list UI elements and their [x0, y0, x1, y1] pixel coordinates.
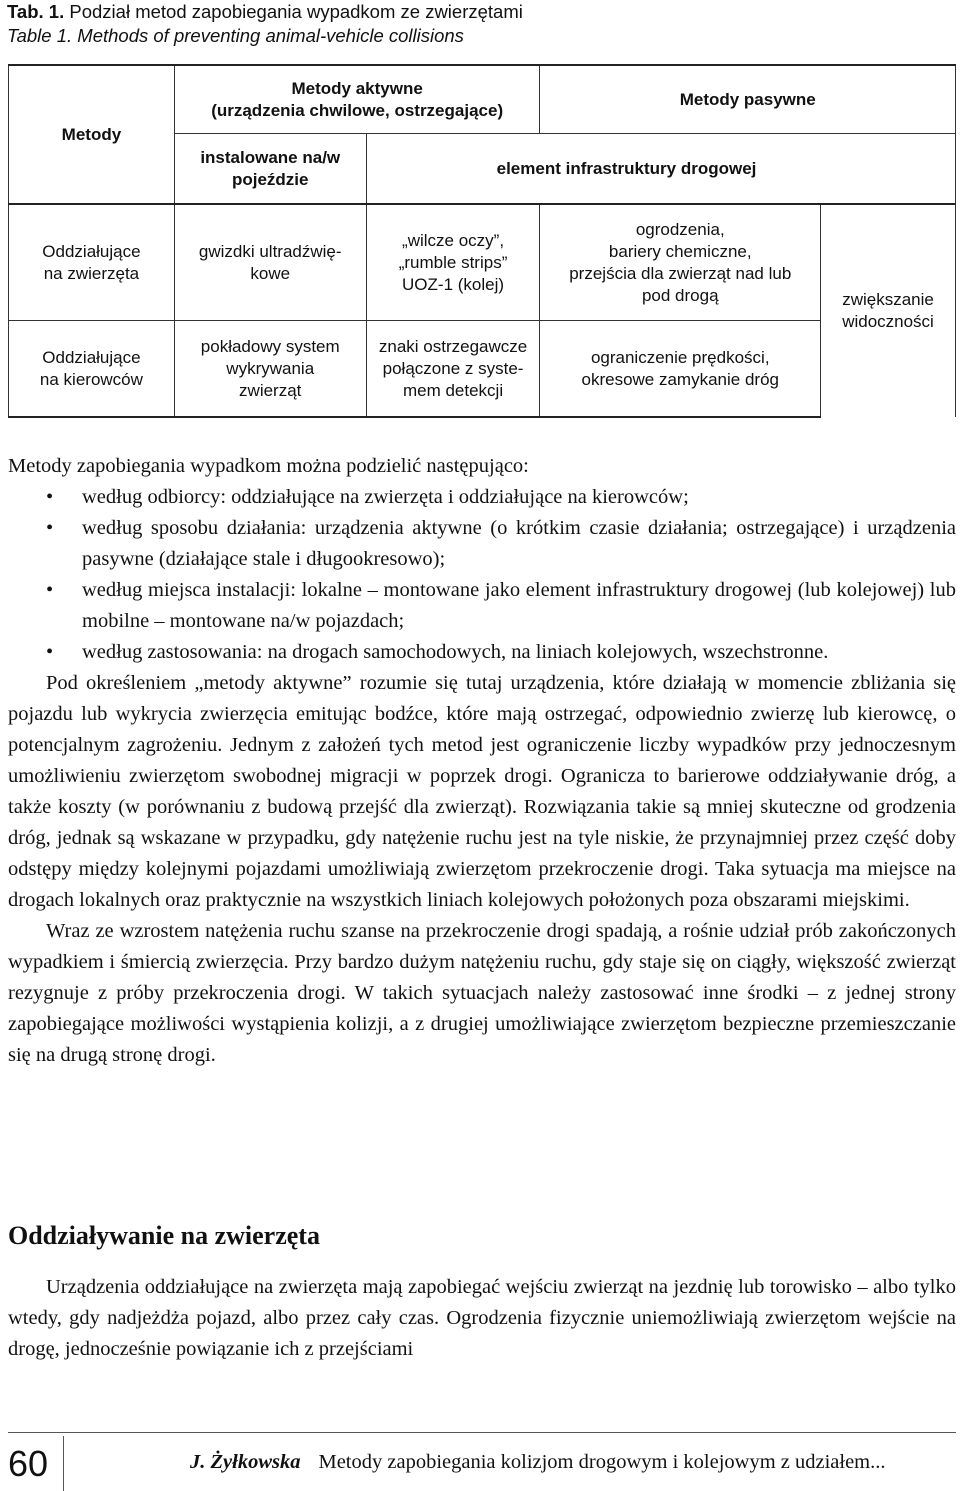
cell-drivers-infra: znaki ostrzegawcze połączone z syste- mem detekcji [366, 321, 540, 418]
table-title-pl: Podział metod zapobiegania wypadkom ze zwierzętami [69, 1, 523, 22]
cell-animals-infra: „wilcze oczy”, „rumble strips” UOZ-1 (kolej) [366, 204, 540, 321]
paragraph-active-methods: Pod określeniem „metody aktywne” rozumie się tutaj urządzenia, które działają w momencie zbliżania się pojazdu lub wykrycia zwierzęcia emitując bodźce, które mają ostrzegać, odpowiednio zwierzę lub kierowcę, o potencjalnym zagrożeniu. Jednym z założeń tych metod jest ograniczenie liczby wypadków przy jednoczesnym umożliwieniu zwierzętom swobodnej migracji w poprzek drogi. Ogranicza to barierowe oddziaływanie dróg, a także koszty (w porównaniu z budową przejść dla zwierząt). Rozwiązania takie są mniej skuteczne od grodzenia dróg, jednak są wskazane w przypadku, gdy natężenie ruchu jest na tyle niskie, że przynajmniej przez część doby odstępy między kolejnymi pojazdami umożliwiają zwierzętom przekroczenie drogi. Taka sytuacja ma miejsce na drogach lokalnych oraz praktycznie na wszystkich liniach kolejowych położonych poza obszarami miejskimi. [8, 672, 956, 911]
cell-drivers-passive: ograniczenie prędkości, okresowe zamykanie dróg [540, 321, 821, 418]
footer-separator [63, 1436, 64, 1491]
paragraph-traffic-volume: Wraz ze wzrostem natężenia ruchu szanse na przekroczenie drogi spadają, a rośnie udział prób zakończonych wypadkiem i śmiercią zwierzęcia. Przy bardzo dużym natężeniu ruchu, gdy staje się on ciągły, większość zwierząt rezygnuje z próby przekroczenia drogi. W takich sytuacjach należy zastosować inne środki – z jednej strony zapobiegające możliwości wystąpienia kolizji, a z drugiej umożliwiające zwierzętom bezpieczne przemieszczanie się na drugą stronę drogi. [8, 920, 956, 1066]
table-caption [7, 0, 523, 48]
cell-drivers-vehicle: pokładowy system wykrywania zwierząt [174, 321, 366, 418]
methods-table [8, 64, 956, 418]
footer-running-title: Metody zapobiegania kolizjom drogowym i kolejowym z udziałem... [318, 1451, 886, 1473]
classification-list [8, 482, 956, 668]
section-title: Oddziaływanie na zwierzęta [8, 1221, 320, 1250]
section-text [8, 1272, 956, 1365]
main-text [8, 451, 956, 1071]
header-active: Metody aktywne (urządzenia chwilowe, ostrzegające) [174, 65, 540, 134]
row-label-drivers: Oddziałujące na kierowców [9, 321, 175, 418]
list-item: • według odbiorcy: oddziałujące na zwierzęta i oddziałujące na kierowców; [8, 482, 956, 513]
list-intro: Metody zapobiegania wypadkom można podzielić następująco: [8, 455, 529, 477]
paragraph-animal-devices: Urządzenia oddziałujące na zwierzęta mają zapobiegać wejściu zwierząt na jezdnię lub torowisko – albo tylko wtedy, gdy nadjeżdża pojazd, albo przez cały czas. Ogrodzenia fizycznie uniemożliwiają zwierzętom wejście na drogę, jednocześnie powiązanie ich z przejściami [8, 1276, 956, 1360]
cell-animals-vehicle: gwizdki ultradźwię- kowe [174, 204, 366, 321]
header-infrastructure: element infrastruktury drogowej [366, 134, 955, 205]
running-header [190, 1449, 886, 1475]
table-title-en: Table 1. Methods of preventing animal-vehicle collisions [7, 25, 464, 46]
table-label: Tab. 1. [7, 1, 65, 22]
cell-visibility: zwiększanie widoczności [821, 204, 956, 417]
list-item: • według zastosowania: na drogach samochodowych, na liniach kolejowych, wszechstronne. [8, 637, 956, 668]
list-item: • według miejsca instalacji: lokalne – montowane jako element infrastruktury drogowej (lub kolejowej) lub mobilne – montowane na/w pojazdach; [8, 575, 956, 637]
list-item: • według sposobu działania: urządzenia aktywne (o krótkim czasie działania; ostrzegające) i urządzenia pasywne (działające stale i długookresowo); [8, 513, 956, 575]
footer-author: J. Żyłkowska [190, 1451, 301, 1473]
header-methods: Metody [9, 65, 175, 204]
page-number: 60 [8, 1443, 49, 1484]
header-vehicle: instalowane na/w pojeździe [174, 134, 366, 205]
cell-animals-passive: ogrodzenia, bariery chemiczne, przejścia dla zwierząt nad lub pod drogą [540, 204, 821, 321]
header-passive: Metody pasywne [540, 65, 956, 134]
row-label-animals: Oddziałujące na zwierzęta [9, 204, 175, 321]
footer-rule [8, 1432, 956, 1433]
